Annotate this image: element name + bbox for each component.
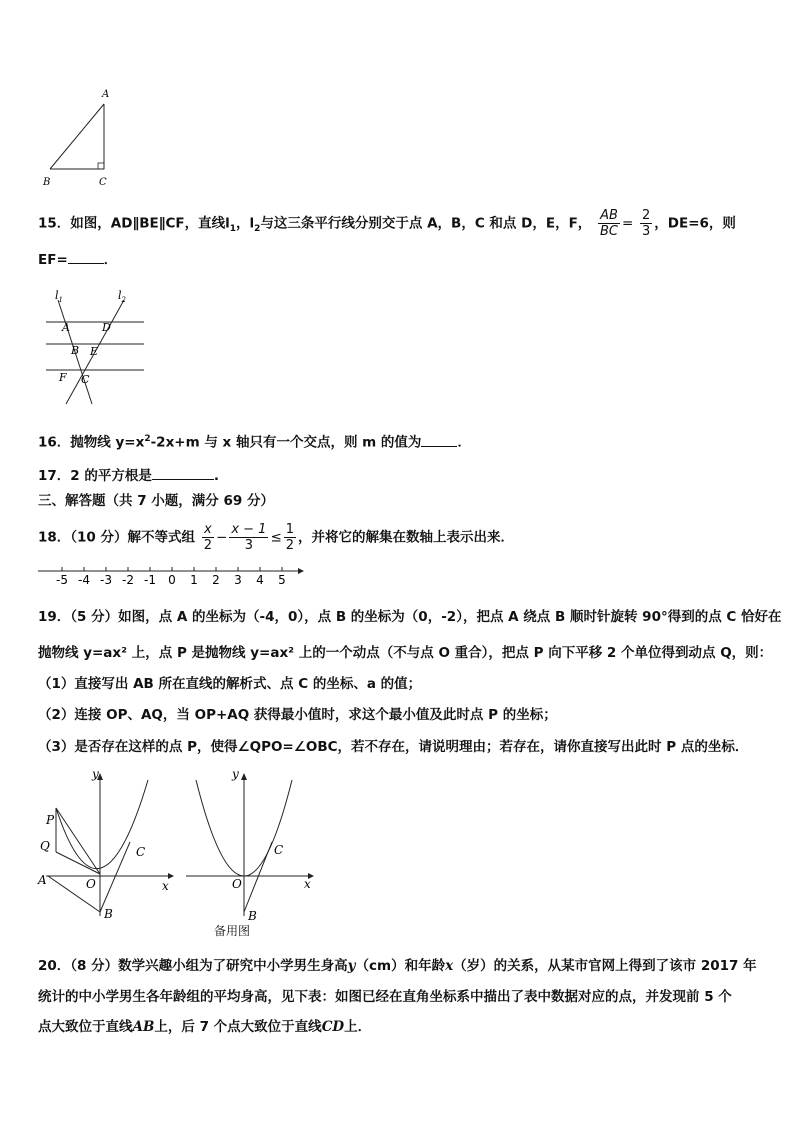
- question-15: 15．如图，AD∥BE∥CF，直线$l_1$，$l_2$与这三条平行线分别交于点 A，B，C 和点 D，E，F， $\frac{AB}{BC}$ = $\frac{2}{3}$ ，DE=6，则: [38, 208, 736, 239]
- question-19-part2: （2）连接 OP、AQ，当 OP+AQ 获得最小值时，求这个最小值及此时点 P 的坐标；: [38, 707, 557, 723]
- question-15-line2: EF= ．: [38, 249, 117, 271]
- label-B: B: [248, 909, 257, 923]
- number-line-label: 5: [278, 573, 286, 587]
- label-B: B: [43, 177, 51, 188]
- label-C: C: [136, 845, 146, 859]
- label-x: x: [304, 877, 311, 891]
- answer-blank-16[interactable]: [421, 432, 457, 447]
- question-20-line1: 20．（8 分）数学兴趣小组为了研究中小学男生身高y（cm）和年龄x（岁）的关系，从某市官网上得到了该市 2017 年: [38, 958, 757, 974]
- answer-blank-15[interactable]: [68, 249, 104, 264]
- question-19-line2: 抛物线 y=ax² 上，点 P 是抛物线 y=ax² 上的一个动点（不与点 O 重合），把点 P 向下平移 2 个单位得到动点 Q，则：: [38, 645, 773, 661]
- label-A: A: [38, 873, 47, 887]
- section-title: 三、解答题（共 7 小题，满分 69 分）: [38, 493, 274, 509]
- question-19-part1: （1）直接写出 AB 所在直线的解析式、点 C 的坐标、a 的值；: [38, 676, 422, 692]
- label-E: E: [90, 345, 99, 358]
- label-C: C: [99, 177, 107, 188]
- label-l1: $l_1$: [55, 289, 63, 304]
- label-P: P: [46, 813, 55, 827]
- question-20-line2: 统计的中小学男生各年龄组的平均身高，见下表：如图已经在直角坐标系中描出了表中数据对应的点，并发现前 5 个: [38, 989, 732, 1005]
- question-18: 18．（10 分）解不等式组 $\frac{x}{2}$ − $\frac{x - 1}{3}$ ≤ $\frac{1}{2}$ ，并将它的解集在数轴上表示出来．: [38, 522, 515, 553]
- label-Q: Q: [40, 839, 50, 853]
- number-line-label: -4: [78, 573, 90, 587]
- number-line-label: 1: [190, 573, 198, 587]
- question-19-part3: （3）是否存在这样的点 P，使得∠QPO=∠OBC，若不存在，请说明理由；若存在，请你直接写出此时 P 点的坐标．: [38, 739, 749, 755]
- label-O: O: [86, 877, 96, 891]
- fraction-ab-bc: $\frac{AB}{BC}$: [600, 208, 618, 239]
- label-F: F: [59, 371, 67, 384]
- number-line-label: 4: [256, 573, 264, 587]
- number-line-label: -3: [100, 573, 112, 587]
- question-19-line1: 19．（5 分）如图，点 A 的坐标为（-4，0），点 B 的坐标为（0，-2），把点 A 绕点 B 顺时针旋转 90°得到的点 C 恰好在: [38, 609, 782, 625]
- number-line-label: -1: [144, 573, 156, 587]
- label-B: B: [104, 907, 113, 921]
- number-line-label: 2: [212, 573, 220, 587]
- label-A: A: [102, 89, 110, 100]
- label-C: C: [81, 373, 90, 386]
- label-y: y: [232, 767, 239, 781]
- parabola-figure-spare: [180, 766, 320, 938]
- number-line-label: 0: [168, 573, 176, 587]
- number-line-label: -2: [122, 573, 134, 587]
- question-17: 17．2 的平方根是 .: [38, 465, 219, 487]
- label-x: x: [162, 879, 169, 893]
- label-C: C: [274, 843, 284, 857]
- number-line-label: 3: [234, 573, 242, 587]
- label-y: y: [92, 767, 99, 781]
- triangle-figure: [36, 84, 116, 190]
- spare-figure-caption: 备用图: [214, 924, 251, 938]
- number-line-label: -5: [56, 573, 68, 587]
- parabola-figure-main: [36, 766, 176, 924]
- label-B: B: [71, 344, 80, 357]
- fraction-2-3: $\frac{2}{3}$: [642, 208, 651, 239]
- label-D: D: [102, 321, 111, 334]
- number-line: [36, 564, 304, 588]
- label-A: A: [62, 321, 70, 334]
- question-20-line3: 点大致位于直线AB上，后 7 个点大致位于直线CD上．: [38, 1019, 372, 1035]
- label-l2: $l_2$: [118, 289, 126, 304]
- answer-blank-17[interactable]: [152, 465, 214, 480]
- parallel-lines-figure: [40, 286, 150, 412]
- question-16: 16．抛物线 $y=x^2-2x+m$ 与 x 轴只有一个交点，则 m 的值为 ．: [38, 428, 471, 454]
- label-O: O: [232, 877, 242, 891]
